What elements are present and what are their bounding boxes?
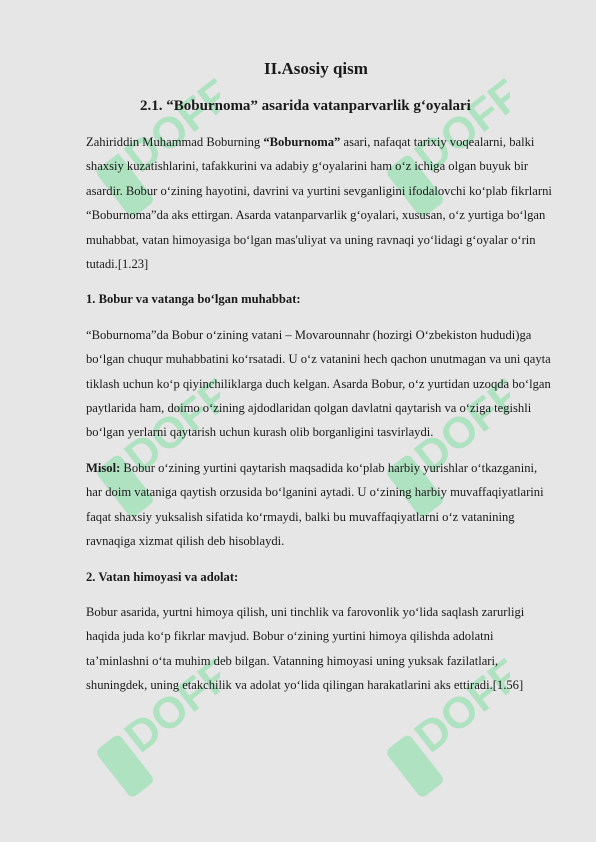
section1-title: 1. Bobur va vatanga bo‘lgan muhabbat:	[86, 292, 301, 307]
example-label: Misol:	[86, 460, 121, 475]
document-body	[86, 58, 554, 709]
example-paragraph	[86, 456, 554, 554]
section-subtitle: 2.1. “Boburnoma” asarida vatanparvarlik g‘oyalari	[140, 98, 471, 114]
svg-text:DOFF: DOFF	[405, 370, 510, 483]
intro-paragraph	[86, 130, 554, 276]
section1-paragraph: “Boburnoma”da Bobur o‘zining vatani – Movarounnahr (hozirgi O‘zbekiston hududi)ga bo‘lgan chuqur muhabbatini ko‘rsatadi. U o‘z vatanini hech qachon unutmagan va uni qayta tiklash uchun ko‘p qiyinchiliklarga duch kelgan. Asarda Bobur, o‘z yurtidan uzoqda bo‘lgan paytlarida ham, doimo o‘zining ajdodlaridan qolgan davlatni qaytarish va o‘ziga tegishli bo‘lgan yerlarni qaytarish uchun kurash olib borganligini tasvirlaydi.	[86, 327, 551, 440]
svg-text:DOFF: DOFF	[405, 70, 510, 183]
svg-text:DOFF: DOFF	[405, 650, 510, 763]
section2-title: 2. Vatan himoyasi va adolat:	[86, 569, 239, 584]
page-title: II.Asosiy qism	[264, 59, 368, 78]
book-title-bold: “Boburnoma”	[263, 135, 341, 149]
section2-paragraph: Bobur asarida, yurtni himoya qilish, uni tinchlik va farovonlik yo‘lida saqlash zarurligi haqida juda ko‘p fikrlar mavjud. Bobur o‘zining yurtini himoya qilishda adolatni ta’minlashni o‘ta muhim deb bilgan. Vatanning himoyasi uning yuksak fazilatlari, shuningdek, uning etakchilik va adolat yo‘lida qilingan harakatlarini aks ettiradi.[1.56]	[86, 604, 525, 693]
svg-text:DOFF: DOFF	[115, 370, 220, 483]
example-text: Bobur o‘zining yurtini qaytarish maqsadida ko‘plab harbiy yurishlar o‘tkazganini, har doim vataniga qaytish orzusida bo‘lganini aytadi. U o‘zining harbiy muvaffaqiyatlarini faqat shaxsiy yuksalish sifatida ko‘rmaydi, balki bu muvaffaqiyatlarni o‘z vatanining ravnaqiga xizmat qilish deb hisoblaydi.	[86, 460, 544, 549]
svg-text:DOFF: DOFF	[115, 70, 220, 183]
intro-text-rest: asari, nafaqat tarixiy voqealarni, balki shaxsiy kuzatishlarini, tafakkurini va adabiy g‘oyalarini ham o‘z ichiga olgan buyuk bir asardir. Bobur o‘zining hayotini, davrini va yurtini sevganligini ifodalovchi ko‘plab fikrlarni “Boburnoma”da aks ettirgan. Asarda vatanparvarlik g‘oyalari, xususan, o‘z yurtiga bo‘lgan muhabbat, vatan himoyasiga bo‘lgan mas'uliyat va uning ravnaqi yo‘lidagi g‘oyalar o‘rin tutadi.[1.23]	[86, 135, 552, 272]
intro-text-start: Zahiriddin Muhammad Boburning	[86, 135, 264, 149]
svg-text:DOFF: DOFF	[115, 650, 220, 763]
